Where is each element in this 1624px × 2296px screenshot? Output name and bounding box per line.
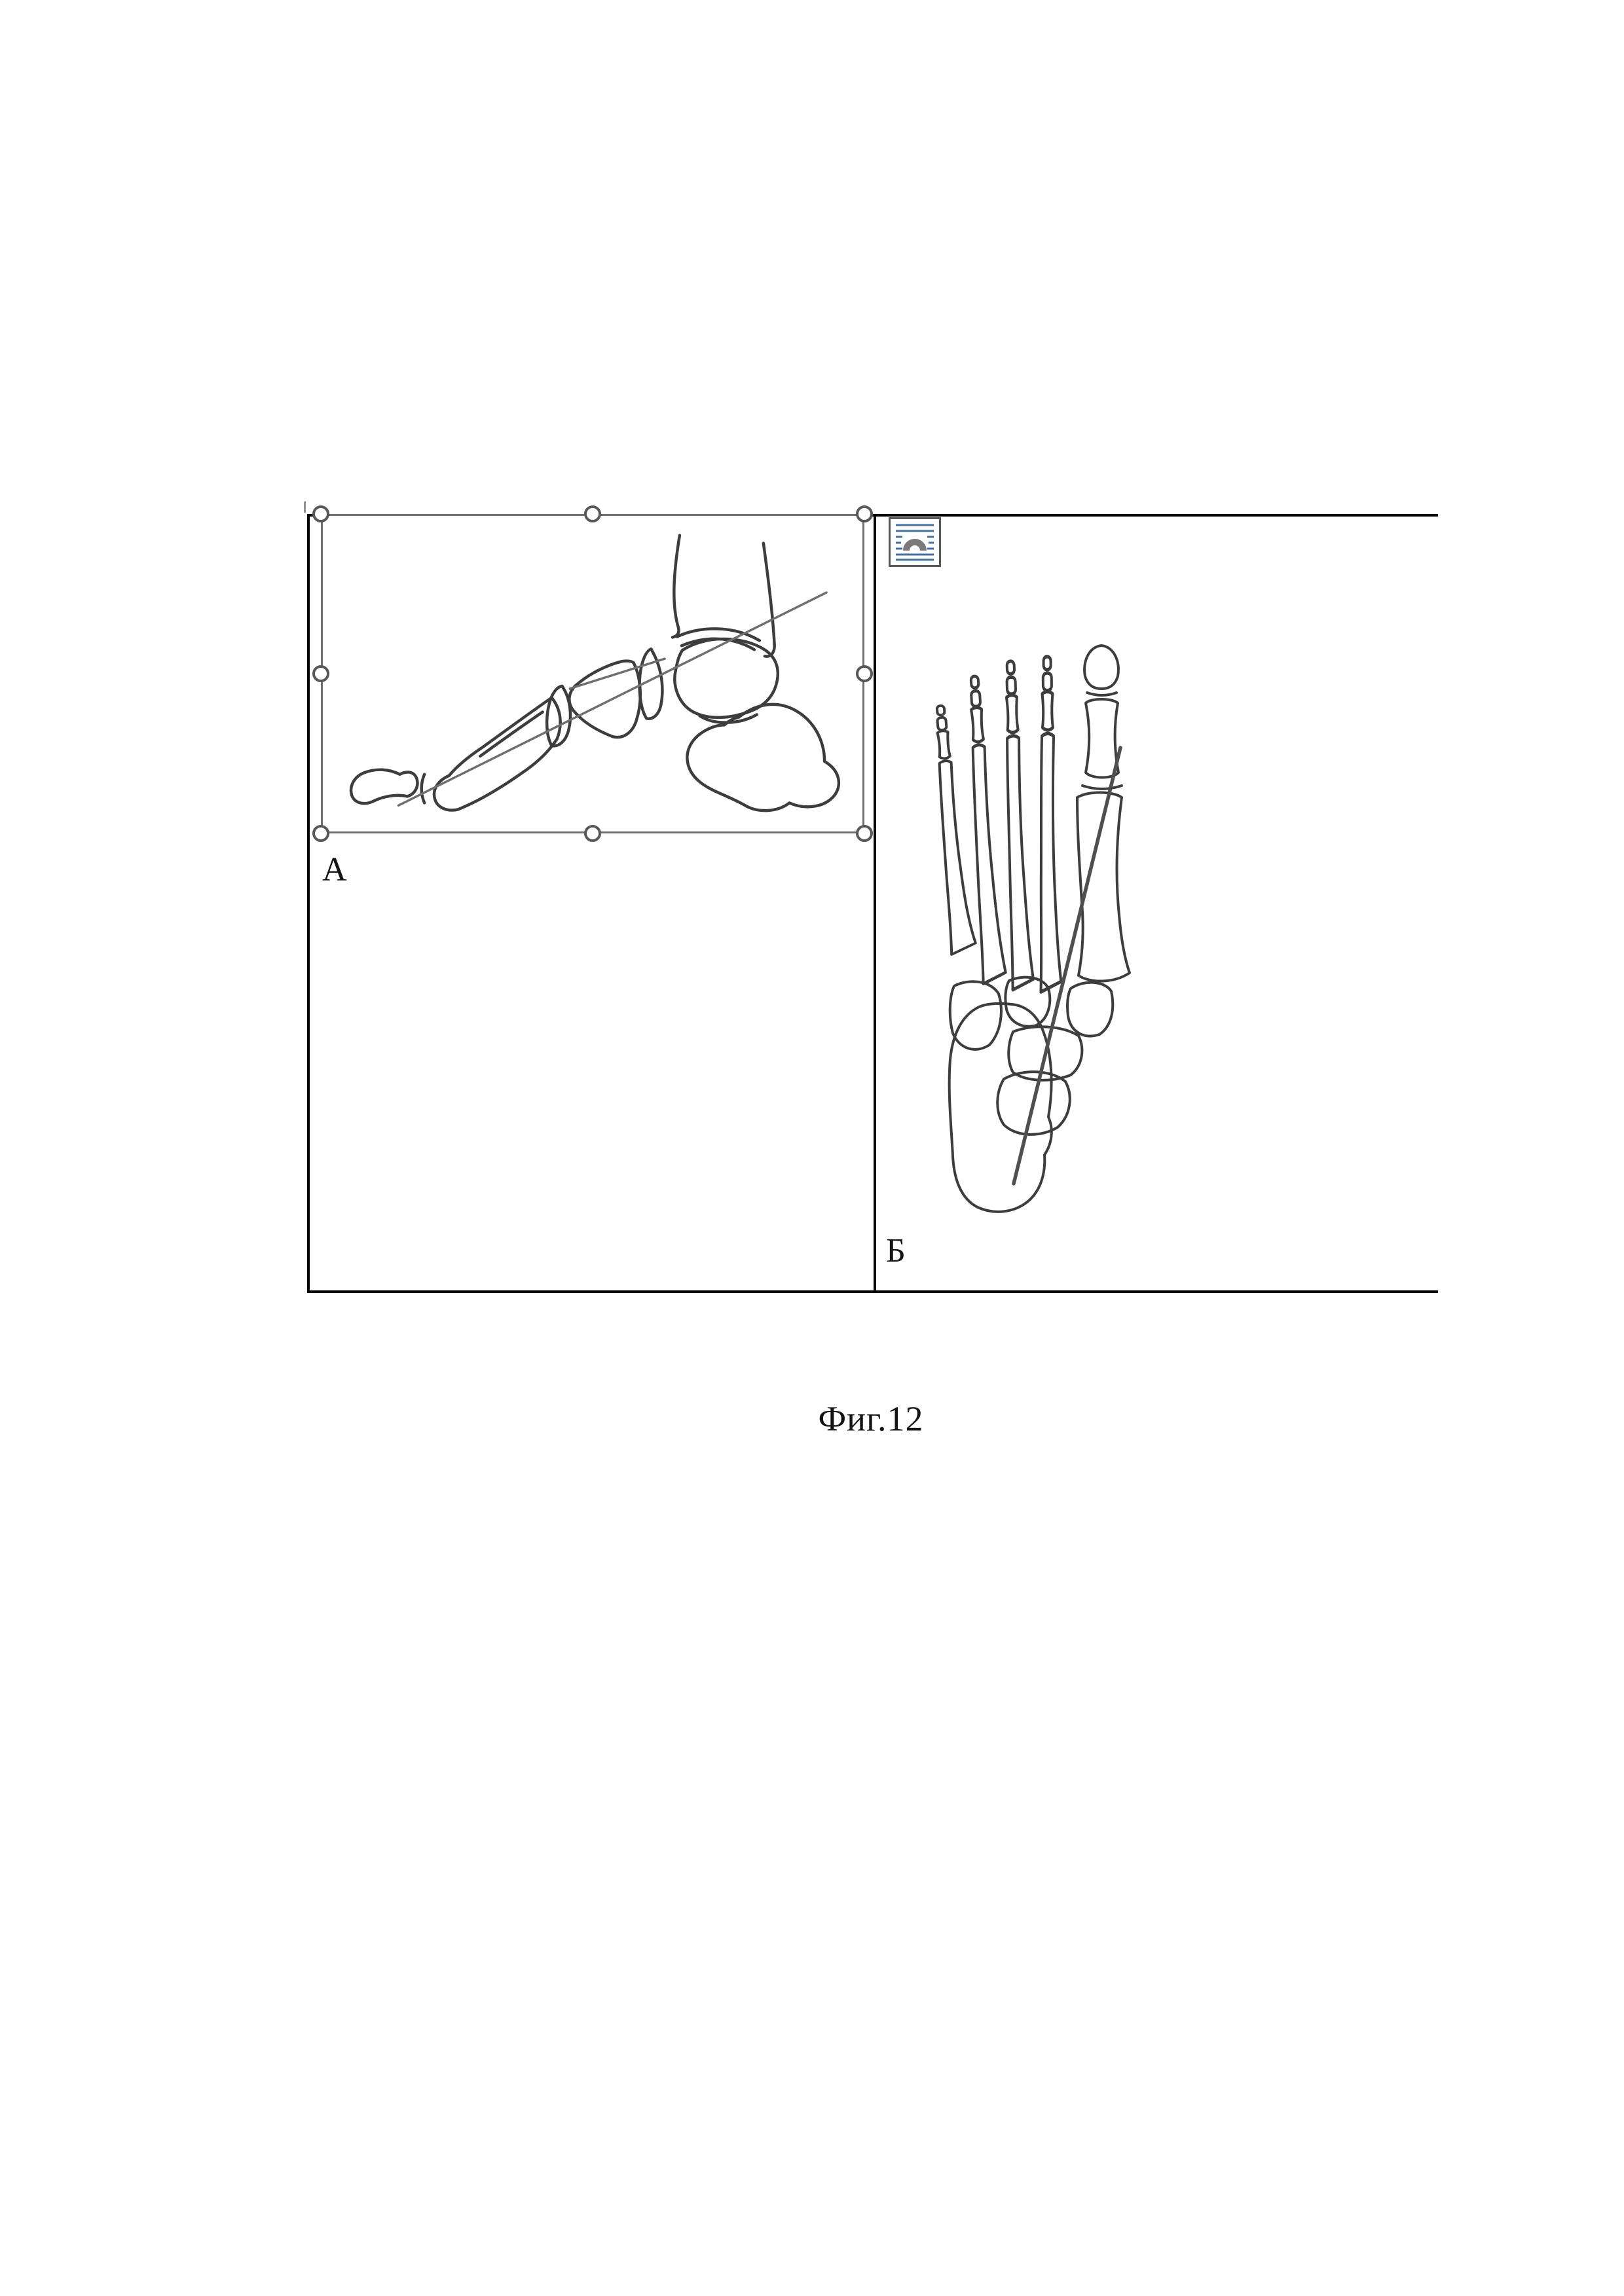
selection-handle-bottom-center[interactable] bbox=[584, 825, 601, 842]
panel-a-label: А bbox=[322, 851, 347, 888]
text-cursor-caret bbox=[304, 501, 306, 513]
selection-handle-middle-left[interactable] bbox=[312, 665, 329, 682]
figure-caption: Фиг.12 bbox=[818, 1399, 924, 1438]
object-layout-icon[interactable] bbox=[889, 517, 941, 567]
icon-object-arch bbox=[906, 542, 923, 551]
selection-handle-top-left[interactable] bbox=[312, 505, 329, 522]
selection-handle-bottom-left[interactable] bbox=[312, 825, 329, 842]
selection-handle-top-center[interactable] bbox=[584, 505, 601, 522]
lateral-foot-drawing bbox=[323, 516, 862, 831]
table-column-divider bbox=[874, 514, 876, 1293]
selection-handle-bottom-right[interactable] bbox=[856, 825, 873, 842]
text-wrap-icon-graphic bbox=[891, 519, 939, 565]
selection-handle-top-right[interactable] bbox=[856, 505, 873, 522]
panel-b-label: Б bbox=[886, 1232, 906, 1269]
selected-image-panel-a[interactable] bbox=[321, 514, 864, 833]
dorsal-foot-drawing[interactable] bbox=[913, 627, 1136, 1220]
table-border-bottom bbox=[307, 1290, 1438, 1293]
table-border-left bbox=[307, 514, 310, 1293]
selection-handle-middle-right[interactable] bbox=[856, 665, 873, 682]
